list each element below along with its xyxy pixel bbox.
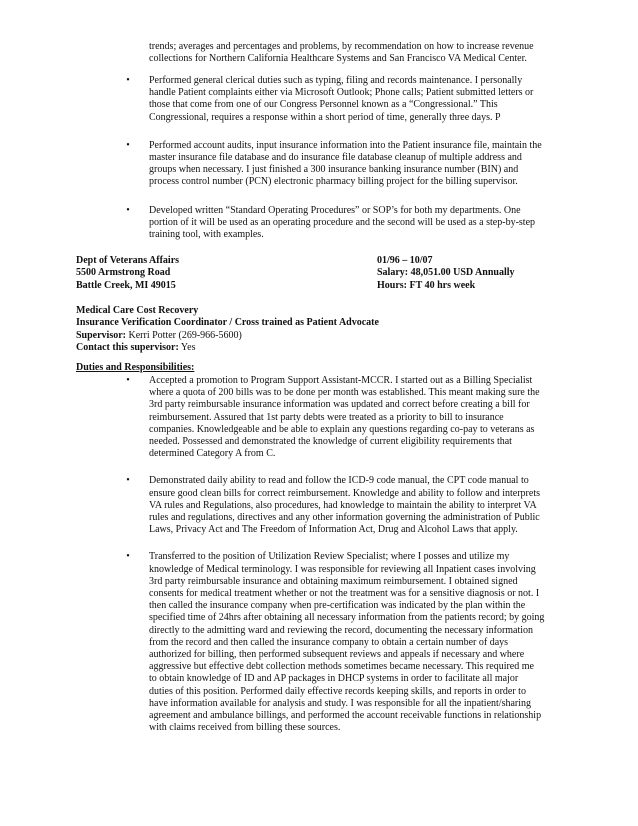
text-line: to obtain knowledge of ID and AP packages in DHCP systems in order to facilitate all major (149, 673, 519, 685)
bullet-icon: • (126, 139, 130, 151)
text-line: Laws, Privacy Act and The Freedom of Information Act, Drug and Alcohol Laws that apply. (149, 524, 518, 536)
salary: Salary: 48,051.00 USD Annually (377, 267, 515, 279)
list-item (123, 375, 579, 460)
supervisor-line (76, 330, 556, 342)
bullet-icon: • (126, 475, 130, 487)
employment-dates: 01/96 – 10/07 (377, 255, 433, 266)
text-line: directly to the admitting ward and reviewing the record, documenting the necessary information (149, 624, 534, 636)
contact-line (76, 342, 556, 354)
text-line: determined Category A from C. (149, 448, 276, 460)
text-line: Transferred to the position of Utilization Review Specialist; where I posses and utilize my (149, 551, 510, 563)
section1-bullet-list (123, 75, 579, 257)
text-line: where a quota of 200 bills was to be done per month was established. This meant making sure the (149, 387, 540, 399)
text-line: then called the insurance company when pre-certification was indicated by the plan within the (149, 600, 526, 612)
text-line: Demonstrated daily ability to read and follow the ICD-9 code manual, the CPT code manual to (149, 475, 529, 487)
section2-bullet-list (123, 375, 579, 734)
list-item (123, 475, 579, 536)
text-line: master insurance file database and do insurance file database cleanup of multiple address and (149, 152, 522, 164)
text-line: from the record and then called the insurance company to obtain a certain number of days (149, 636, 509, 648)
position-details (76, 305, 556, 355)
work-hours: Hours: FT 40 hrs week (377, 279, 476, 291)
list-item (123, 205, 579, 242)
contact-value: Yes (180, 342, 196, 354)
text-line: portion of it will be used as an operating procedure and the second will be used as a step-by-step (149, 216, 536, 228)
text-line: consents for medical treatment whether or not the treatment was for a sensitive diagnosis or not. I (149, 588, 540, 600)
text-line: needed. Possessed and demonstrated the knowledge of current eligibility requirements that (149, 436, 512, 448)
job-row (76, 255, 546, 267)
text-line: those that come from one of our Congress Personnel known as a “Congressional.” This (149, 99, 498, 111)
text-line: reimbursement. Assured that 1st party debts were treated as a priority to bill to insurance (149, 411, 504, 423)
bullet-icon: • (126, 375, 130, 386)
bullet-icon: • (126, 551, 130, 563)
text-line: trends; averages and percentages and problems, by recommendation on how to increase revenue (149, 41, 534, 52)
job-row (76, 280, 546, 292)
text-line: Developed written “Standard Operating Procedures” or SOP’s for both my departments. One (149, 204, 521, 216)
job-row (76, 267, 546, 279)
text-line: companies. Knowledgeable and be able to explain any questions regarding co-pay to veterans as (149, 423, 535, 435)
text-line: handle Patient complaints either via Microsoft Outlook; Phone calls; Patient submitted letters or (149, 87, 534, 99)
employer-name: Dept of Veterans Affairs (76, 255, 180, 266)
bullet-icon: • (126, 204, 130, 216)
text-line: process control number (PCN) electronic pharmacy billing project for the billing supervisor. (149, 176, 518, 188)
text-line: Performed account audits, input insurance information into the Patient insurance file, maintain the (149, 139, 542, 151)
bullet-icon: • (126, 75, 130, 86)
text-line: knowledge of Medical terminology. I was responsible for reviewing all Inpatient cases involving (149, 563, 536, 575)
text-line: rules and regulations, directives and any other information governing the administration of Public (149, 512, 540, 524)
text-line: Performed general clerical duties such as typing, filing and records maintenance. I personally (149, 75, 523, 86)
text-line: authorized for billing, then performed subsequent reviews and appeals if necessary and where (149, 649, 525, 661)
contact-label: Contact this supervisor: (76, 342, 179, 354)
text-line: training tool, with examples. (149, 229, 264, 241)
employer-address: 5500 Armstrong Road (76, 267, 171, 279)
list-item (123, 75, 579, 124)
text-line: with claims received from billing these sources. (149, 722, 341, 734)
employer-city: Battle Creek, MI 49015 (76, 279, 176, 291)
text-line: Accepted a promotion to Program Support Assistant-MCCR. I started out as a Billing Specialist (149, 375, 533, 386)
text-line: aggressive but effective debt collection methods sometimes became necessary. This required me (149, 661, 534, 673)
text-line: VA rules and Regulations, also procedures, had knowledge to maintain the ability to interpret VA (149, 499, 537, 511)
text-line: collections for Northern California Healthcare Systems and San Francisco VA Medical Center. (149, 53, 527, 65)
supervisor-label: Supervisor: (76, 329, 126, 341)
duties-heading: Duties and Responsibilities: (76, 362, 195, 373)
text-line: Congressional, requires a response within a short period of time, generally three days. P (149, 111, 501, 123)
text-line: 3rd party reimbursable insurance and obtaining maximum reimbursement. I obtained signed (149, 575, 518, 587)
text-line: 3rd party reimbursable insurance information was updated and correct before creating a bill for (149, 399, 530, 411)
job-title: Insurance Verification Coordinator / Cross trained as Patient Advocate (76, 317, 379, 329)
list-item (123, 551, 579, 734)
text-line: ensure good clean bills for correct reimbursement. Knowledge and ability to follow and interprets (149, 487, 540, 499)
text-line: agreement and ambulance billings, and performed the account receivable functions in relationship (149, 710, 542, 722)
intro-continuation (149, 41, 579, 65)
text-line: have information available for analysis and study. I was responsible for all the inpatient/sharing (149, 697, 532, 709)
supervisor-value: Kerri Potter (269-966-5600) (128, 329, 242, 341)
job-header (76, 255, 546, 292)
department: Medical Care Cost Recovery (76, 305, 199, 316)
list-item (123, 140, 579, 189)
text-line: groups when necessary. I just finished a 300 insurance banking insurance number (BIN) and (149, 164, 519, 176)
text-line: specified time of 24hrs after obtaining all necessary information from the patients record; by going (149, 612, 545, 624)
text-line: duties of this position. Performed daily effective records keeping skills, and reports in order to (149, 685, 526, 697)
